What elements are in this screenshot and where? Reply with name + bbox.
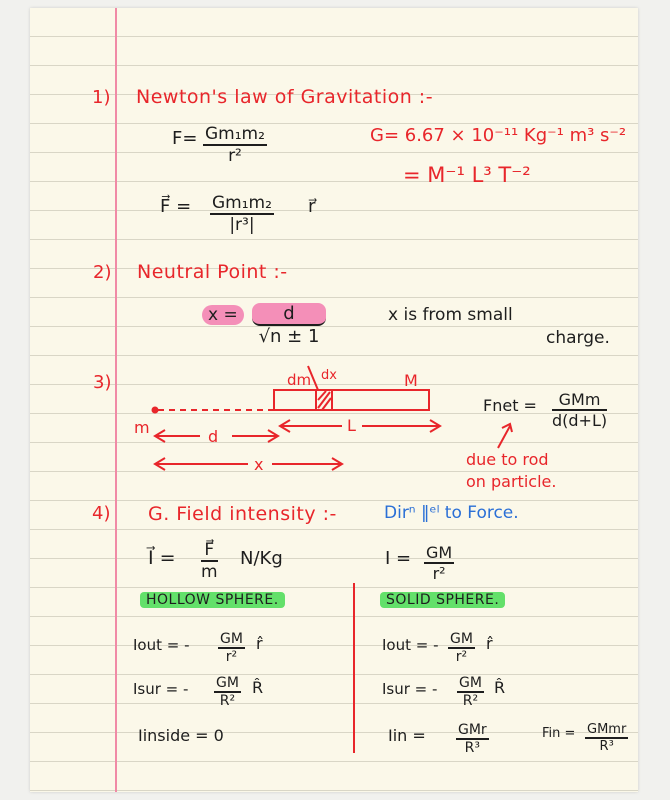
hollow-out-lhs: Iout = - (133, 636, 190, 654)
hollow-out-unit-vector: r̂ (256, 634, 263, 653)
field-unit: N/Kg (240, 548, 283, 569)
fnet-denominator: d(d+L) (552, 411, 608, 430)
field-magnitude-denominator: r² (432, 564, 446, 583)
hollow-sur-fraction (214, 675, 241, 709)
dx-label: dx (321, 368, 337, 383)
force-denominator: r² (228, 146, 242, 166)
direction-note: Dirⁿ ‖ᵉˡ to Force. (384, 503, 519, 523)
field-magnitude-lhs: I = (385, 548, 412, 569)
vector-force-lhs: F⃗ = (160, 196, 192, 217)
field-magnitude-numerator: GM (426, 543, 453, 562)
section-1-title: Newton's law of Gravitation :- (136, 86, 434, 108)
solid-in-denominator: R³ (464, 740, 481, 756)
hollow-sphere-label-wrap (140, 592, 285, 608)
fnet-numerator: GMm (552, 390, 607, 411)
solid-fin-numerator: GMmr (587, 722, 627, 737)
section-3-number: 3) (93, 372, 112, 393)
column-divider (353, 583, 355, 753)
solid-sur-unit-vector: R̂ (494, 678, 506, 697)
x-label: x (254, 455, 264, 474)
due-note-2: on particle. (466, 472, 557, 491)
solid-fin-lhs: Fin = (542, 726, 576, 741)
hollow-out-denominator: r² (225, 649, 238, 665)
due-pointer (498, 426, 510, 448)
solid-out-denominator: r² (455, 649, 468, 665)
hollow-sur-denominator: R² (219, 693, 236, 709)
solid-in-lhs: Iin = (388, 726, 426, 745)
solid-sur-numerator: GM (459, 675, 482, 691)
solid-fin-denominator: R³ (599, 739, 614, 754)
mass-m-label: m (134, 418, 150, 437)
neutral-note-1: x is from small (388, 305, 513, 325)
solid-sphere-label: SOLID SPHERE. (380, 592, 505, 608)
L-label: L (347, 416, 356, 435)
vector-r: r⃗ (308, 196, 316, 217)
particle-dot (152, 407, 159, 414)
hollow-out-fraction (218, 631, 245, 665)
neutral-x-numerator: d (252, 303, 326, 326)
fnet-lhs: Fnet = (483, 396, 537, 415)
neutral-x-denominator: √n ± 1 (258, 326, 320, 347)
solid-sur-lhs: Isur = - (382, 680, 438, 698)
field-vector-fraction (201, 540, 218, 582)
d-label: d (208, 427, 219, 446)
neutral-note-2: charge. (546, 328, 610, 348)
rod-rectangle (274, 390, 429, 410)
force-lhs: F= (172, 128, 198, 149)
solid-out-unit-vector: r̂ (486, 634, 493, 653)
hollow-sphere-label: HOLLOW SPHERE. (140, 592, 285, 608)
force-numerator: Gm₁m₂ (205, 124, 265, 144)
solid-in-numerator: GMr (458, 722, 487, 738)
section-2-title: Neutral Point :- (137, 261, 288, 283)
hollow-inside: Iinside = 0 (138, 726, 224, 745)
solid-sphere-label-wrap (380, 592, 505, 608)
solid-out-numerator: GM (450, 631, 473, 647)
g-constant-value: G= 6.67 × 10⁻¹¹ Kg⁻¹ m³ s⁻² (370, 125, 627, 146)
hollow-sur-lhs: Isur = - (133, 680, 189, 698)
solid-sur-fraction (457, 675, 484, 709)
vector-force-numerator: Gm₁m₂ (212, 193, 272, 213)
solid-in-fraction (456, 722, 489, 756)
field-vector-lhs: I⃗ = (148, 547, 176, 569)
section-4-title: G. Field intensity :- (148, 503, 337, 525)
solid-out-lhs: Iout = - (382, 636, 439, 654)
hollow-sur-numerator: GM (216, 675, 239, 691)
section-4-number: 4) (92, 503, 111, 524)
hollow-sur-unit-vector: R̂ (252, 678, 264, 697)
solid-out-fraction (448, 631, 475, 665)
dm-label: dm (287, 371, 312, 389)
field-vector-denominator: m (201, 562, 218, 582)
due-note-1: due to rod (466, 450, 549, 469)
field-vector-numerator: F⃗ (201, 540, 218, 562)
mass-M-label: M (404, 371, 418, 390)
g-dimensions: = M⁻¹ L³ T⁻² (403, 163, 531, 187)
section-2-number: 2) (93, 262, 112, 283)
field-magnitude-fraction (424, 543, 454, 583)
vector-force-denominator: |r³| (229, 215, 255, 235)
neutral-x-lhs: x = (202, 305, 244, 325)
solid-fin-fraction (585, 722, 628, 754)
solid-sur-denominator: R² (462, 693, 479, 709)
fnet-fraction (552, 390, 607, 430)
section-1-number: 1) (92, 87, 111, 108)
hollow-out-numerator: GM (220, 631, 243, 647)
